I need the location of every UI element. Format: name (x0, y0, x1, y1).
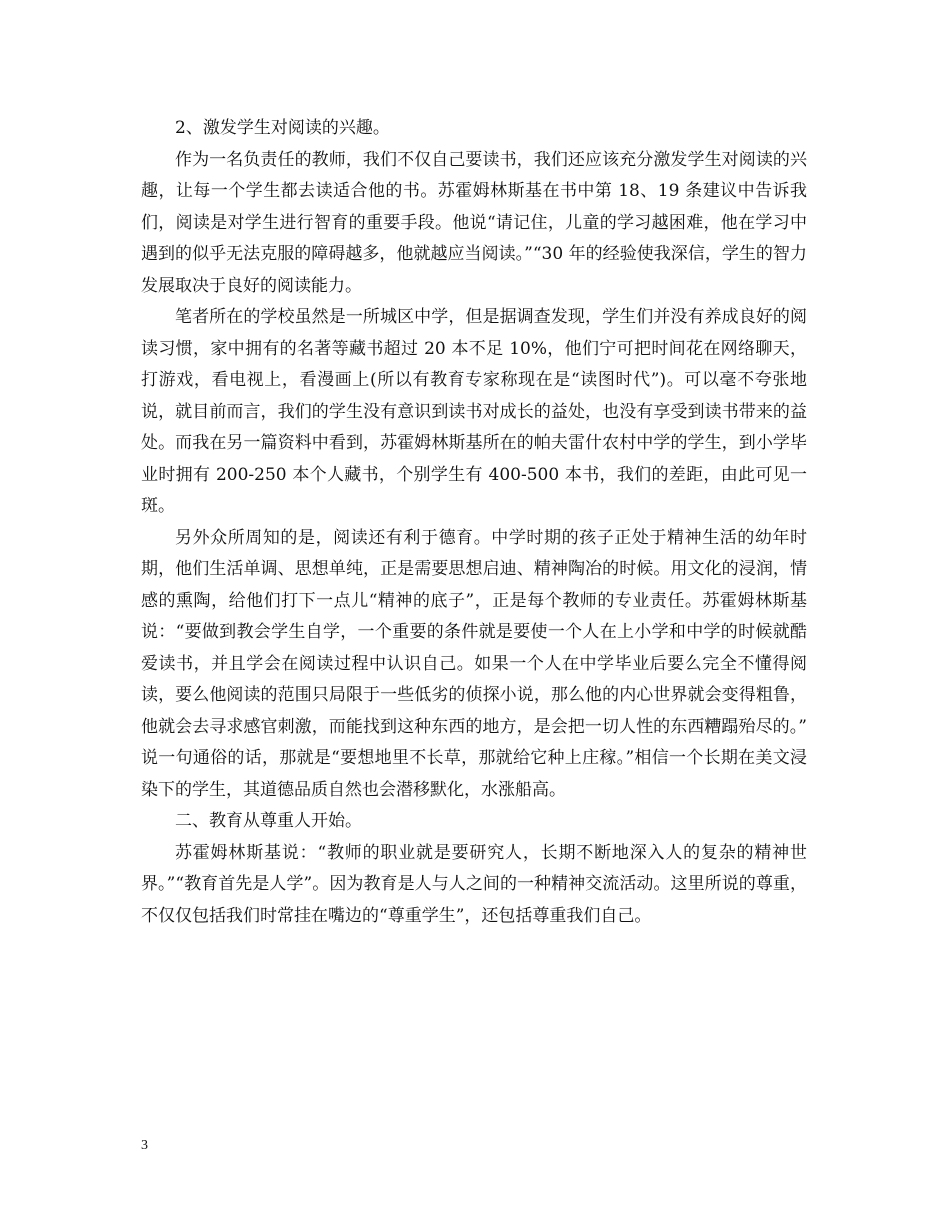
page-body (141, 113, 807, 932)
section-heading-reading-interest: 2、激发学生对阅读的兴趣。 (175, 118, 390, 138)
paragraph-school-survey: 笔者所在的学校虽然是一所城区中学，但是据调查发现，学生们并没有养成良好的阅读习惯，家中拥有的名著等藏书超过 20 本不足 10%，他们宁可把时间花在网络聊天，打游戏，看电视上，看漫画上(所以有教育专家称现在是“读图时代”)。可以毫不夸张地说，就目前而言，我们的学生没有意识到读书对成长的益处，也没有享受到读书带来的益处。而我在另一篇资料中看到，苏霍姆林斯基所在的帕夫雷什农村中学的学生，到小学毕业时拥有 200-250 本个人藏书，个别学生有 400-500 本书，我们的差距，由此可见一斑。 (141, 307, 807, 516)
paragraph-moral-education: 另外众所周知的是，阅读还有利于德育。中学时期的孩子正处于精神生活的幼年时期，他们生活单调、思想单纯，正是需要思想启迪、精神陶冶的时候。用文化的浸润，情感的熏陶，给他们打下一点儿“精神的底子”，正是每个教师的专业责任。苏霍姆林斯基说：“要做到教会学生自学，一个重要的条件就是要使一个人在上小学和中学的时候就酷爱读书，并且学会在阅读过程中认识自己。如果一个人在中学毕业后要么完全不懂得阅读，要么他阅读的范围只局限于一些低劣的侦探小说，那么他的内心世界就会变得粗鲁，他就会去寻求感官刺激，而能找到这种东西的地方，是会把一切人性的东西糟蹋殆尽的。” 说一句通俗的话，那就是“要想地里不长草，那就给它种上庄稼。”相信一个长期在美文浸染下的学生，其道德品质自然也会潜移默化，水涨船高。 (141, 527, 807, 800)
paragraph-respect: 苏霍姆林斯基说：“教师的职业就是要研究人，长期不断地深入人的复杂的精神世界。”“教育首先是人学”。因为教育是人与人之间的一种精神交流活动。这里所说的尊重，不仅仅包括我们时常挂在嘴边的“尊重学生”，还包括尊重我们自己。 (141, 842, 807, 926)
page-number: 3 (141, 1138, 148, 1153)
section-heading-respect: 二、教育从尊重人开始。 (175, 811, 362, 831)
paragraph-teacher-reading: 作为一名负责任的教师，我们不仅自己要读书，我们还应该充分激发学生对阅读的兴趣，让每一个学生都去读适合他的书。苏霍姆林斯基在书中第 18、19 条建议中告诉我们，阅读是对学生进行智育的重要手段。他说“请记住，儿童的学习越困难，他在学习中遇到的似乎无法克服的障碍越多，他就越应当阅读。”“30 年的经验使我深信，学生的智力发展取决于良好的阅读能力。 (141, 149, 807, 296)
